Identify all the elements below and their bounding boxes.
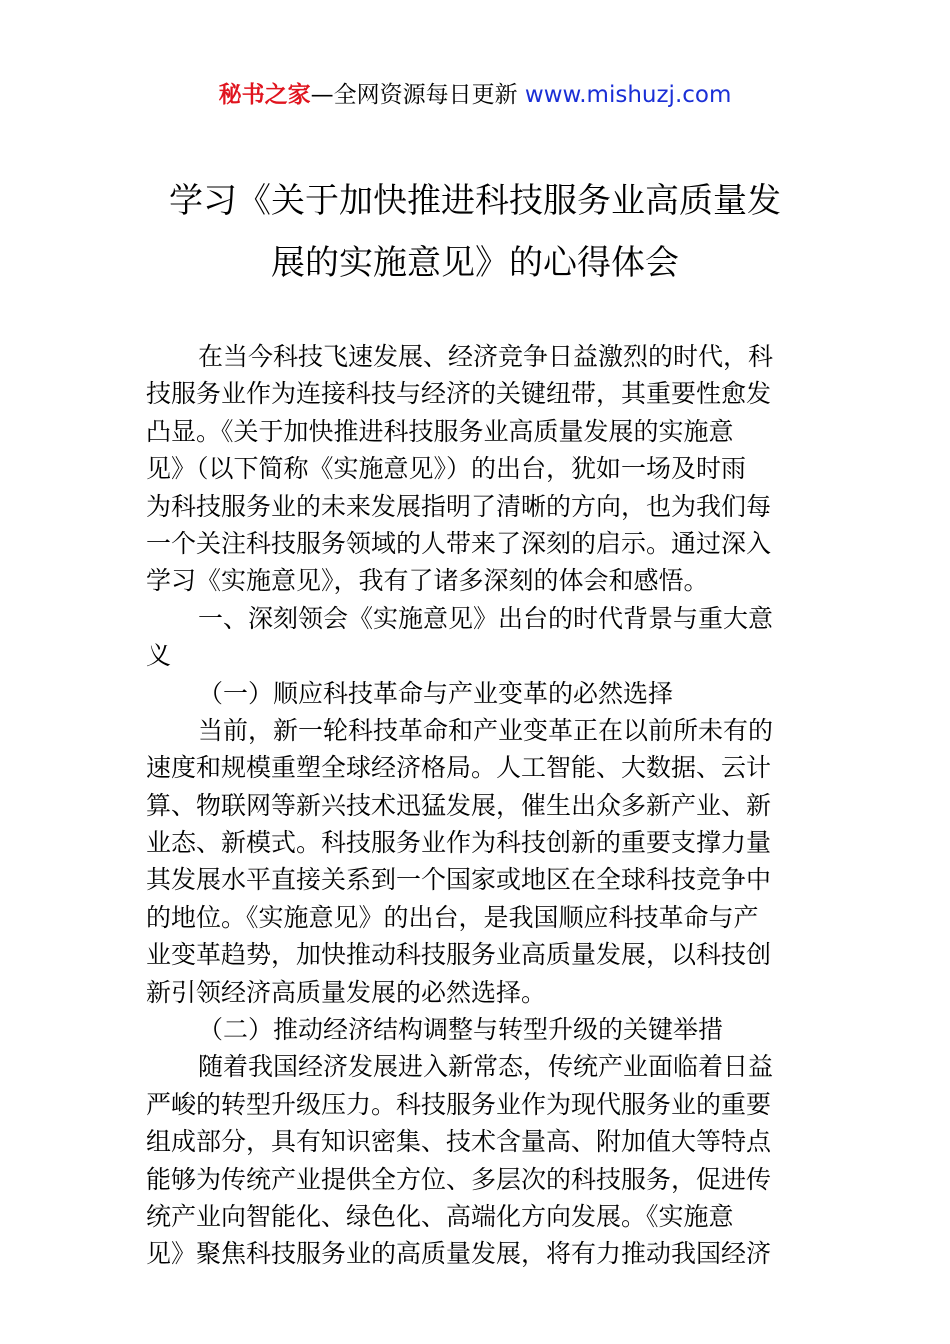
body-line: 当前，新一轮科技革命和产业变革正在以前所未有的 (198, 715, 774, 745)
body-line: 能够为传统产业提供全方位、多层次的科技服务，促进传 (146, 1164, 772, 1194)
body-line: 速度和规模重塑全球经济格局。人工智能、大数据、云计 (146, 753, 772, 783)
site-url-link[interactable]: www.mishuzj.com (524, 82, 732, 108)
body-line: 严峻的转型升级压力。科技服务业作为现代服务业的重要 (146, 1089, 772, 1119)
body-line: 见》（以下简称《实施意见》）的出台，犹如一场及时雨 (146, 454, 747, 484)
body-line: 业变革趋势，加快推动科技服务业高质量发展，以科技创 (146, 940, 772, 970)
section-heading: 义 (146, 641, 172, 671)
body-line: 在当今科技飞速发展、经济竞争日益激烈的时代，科 (198, 342, 774, 371)
subsection-heading: （二）推动经济结构调整与转型升级的关键举措 (198, 1015, 724, 1045)
body-line: 业态、新模式。科技服务业作为科技创新的重要支撑力量 (146, 828, 772, 858)
document-body (146, 338, 810, 1273)
body-line: 技服务业作为连接科技与经济的关键纽带，其重要性愈发 (146, 379, 772, 409)
site-header (0, 78, 950, 112)
body-line: 为科技服务业的未来发展指明了清晰的方向，也为我们每 (146, 491, 772, 521)
body-line: 凸显。《关于加快推进科技服务业高质量发展的实施意 (146, 416, 734, 446)
section-heading: 一、深刻领会《实施意见》出台的时代背景与重大意 (198, 603, 774, 633)
title-line: 学习《关于加快推进科技服务业高质量发 (169, 181, 781, 221)
body-line: 的地位。《实施意见》的出台，是我国顺应科技革命与产 (146, 902, 759, 932)
site-tagline: —全网资源每日更新 (310, 82, 525, 108)
document-title (140, 170, 810, 294)
title-line: 展的实施意见》的心得体会 (271, 243, 679, 283)
body-line: 统产业向智能化、绿色化、高端化方向发展。《实施意 (146, 1201, 734, 1231)
site-brand: 秘书之家 (218, 82, 311, 108)
body-line: 一个关注科技服务领域的人带来了深刻的启示。通过深入 (146, 528, 772, 558)
body-line: 算、物联网等新兴技术迅猛发展，催生出众多新产业、新 (146, 790, 772, 820)
body-line: 学习《实施意见》，我有了诸多深刻的体会和感悟。 (146, 566, 709, 596)
body-line: 新引领经济高质量发展的必然选择。 (146, 977, 547, 1007)
body-line: 其发展水平直接关系到一个国家或地区在全球科技竞争中 (146, 865, 772, 895)
body-line: 随着我国经济发展进入新常态，传统产业面临着日益 (198, 1052, 774, 1082)
subsection-heading: （一）顺应科技革命与产业变革的必然选择 (198, 678, 674, 708)
body-line: 组成部分，具有知识密集、技术含量高、附加值大等特点 (146, 1127, 772, 1157)
body-line: 见》聚焦科技服务业的高质量发展，将有力推动我国经济 (146, 1239, 772, 1269)
